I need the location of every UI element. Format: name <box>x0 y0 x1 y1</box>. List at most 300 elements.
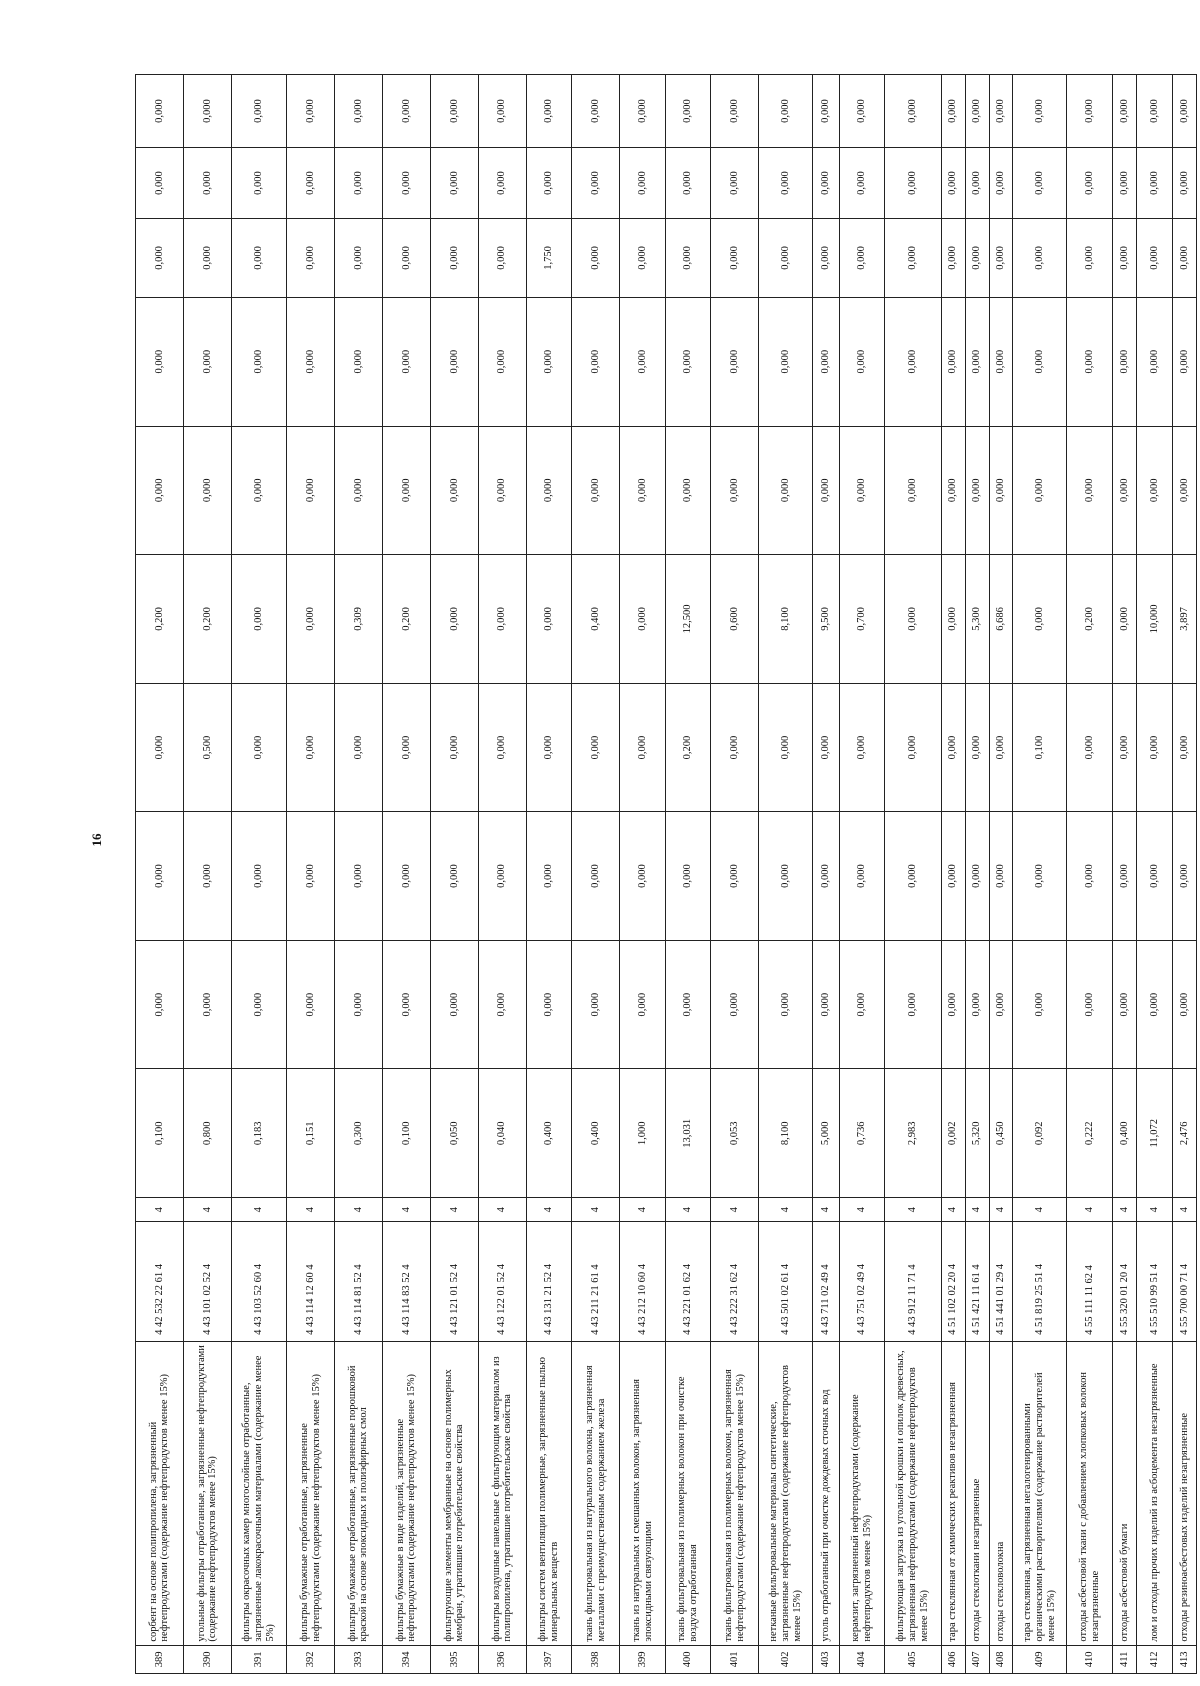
fkko-code-cell: 4 43 114 83 52 4 <box>382 1222 430 1341</box>
value-cell: 8,100 <box>759 555 813 684</box>
page-number: 16 <box>89 833 104 847</box>
value-cell: 0,000 <box>885 426 941 555</box>
hazard-class-cell: 4 <box>665 1198 711 1222</box>
value-cell: 0,000 <box>231 426 286 555</box>
value-cell: 0,000 <box>885 297 941 426</box>
fkko-code-cell: 4 43 122 01 52 4 <box>478 1222 526 1341</box>
value-cell: 0,000 <box>813 940 839 1069</box>
value-cell: 0,000 <box>813 683 839 812</box>
value-cell: 0,000 <box>941 218 965 297</box>
value-cell: 0,000 <box>231 940 286 1069</box>
hazard-class-cell: 4 <box>136 1198 184 1222</box>
value-cell: 0,500 <box>183 683 231 812</box>
waste-name-cell: ткань фильтровальная из натурального волокна, загрязненная металлами с преимущественным содержанием железа <box>572 1341 620 1645</box>
value-cell: 0,200 <box>1067 555 1113 684</box>
row-number-cell: 408 <box>989 1645 1013 1673</box>
hazard-class-cell: 4 <box>478 1198 526 1222</box>
value-cell: 0,000 <box>1013 940 1067 1069</box>
hazard-class-cell: 4 <box>287 1198 335 1222</box>
value-cell: 0,000 <box>430 426 478 555</box>
waste-name-cell: отходы асбестовой ткани с добавлением хлопковых волокон незагрязненные <box>1067 1341 1113 1645</box>
value-cell: 0,000 <box>382 426 430 555</box>
value-cell: 0,000 <box>941 940 965 1069</box>
value-cell: 0,000 <box>941 297 965 426</box>
value-cell: 0,000 <box>759 148 813 219</box>
value-cell: 0,000 <box>665 75 711 148</box>
value-cell: 0,000 <box>572 426 620 555</box>
value-cell: 0,000 <box>759 75 813 148</box>
fkko-code-cell: 4 43 101 02 52 4 <box>183 1222 231 1341</box>
value-cell: 0,000 <box>989 218 1013 297</box>
value-cell: 0,000 <box>382 148 430 219</box>
value-cell: 0,000 <box>1067 218 1113 297</box>
waste-name-cell: фильтрующая загрузка из угольной крошки и опилок древесных, загрязненная нефтепродуктами (содержание нефтепродуктов менее 15%) <box>885 1341 941 1645</box>
value-cell: 0,000 <box>335 218 383 297</box>
row-number-cell: 404 <box>839 1645 885 1673</box>
fkko-code-cell: 4 55 510 99 51 4 <box>1136 1222 1172 1341</box>
value-cell: 0,000 <box>759 297 813 426</box>
hazard-class-cell: 4 <box>1067 1198 1113 1222</box>
value-cell: 0,000 <box>885 683 941 812</box>
value-cell: 0,000 <box>478 683 526 812</box>
row-number-cell: 397 <box>526 1645 572 1673</box>
value-cell: 0,600 <box>711 555 759 684</box>
value-cell: 0,000 <box>965 812 989 941</box>
value-cell: 0,000 <box>965 75 989 148</box>
value-cell: 0,000 <box>620 75 666 148</box>
row-number-cell: 403 <box>813 1645 839 1673</box>
table-row <box>759 75 813 1674</box>
value-cell: 0,000 <box>335 812 383 941</box>
value-cell: 0,000 <box>665 218 711 297</box>
value-cell: 0,000 <box>382 297 430 426</box>
value-cell: 0,000 <box>1112 148 1136 219</box>
value-cell: 0,000 <box>231 297 286 426</box>
table-row <box>430 75 478 1674</box>
row-number-cell: 396 <box>478 1645 526 1673</box>
value-cell: 0,000 <box>335 297 383 426</box>
fkko-code-cell: 4 43 751 02 49 4 <box>839 1222 885 1341</box>
value-cell: 0,000 <box>335 940 383 1069</box>
waste-name-cell: угольные фильтры отработанные, загрязненные нефтепродуктами (содержание нефтепродуктов менее 15%) <box>183 1341 231 1645</box>
value-cell: 0,000 <box>526 812 572 941</box>
table-row <box>839 75 885 1674</box>
value-cell: 0,000 <box>1067 683 1113 812</box>
value-cell: 0,000 <box>1172 218 1196 297</box>
value-cell: 0,000 <box>1112 812 1136 941</box>
value-cell: 0,000 <box>572 683 620 812</box>
table-row <box>1136 75 1172 1674</box>
value-cell: 0,002 <box>941 1069 965 1198</box>
fkko-code-cell: 4 55 111 11 62 4 <box>1067 1222 1113 1341</box>
fkko-code-cell: 4 43 121 01 52 4 <box>430 1222 478 1341</box>
value-cell: 5,320 <box>965 1069 989 1198</box>
value-cell: 0,000 <box>183 75 231 148</box>
value-cell: 0,000 <box>941 75 965 148</box>
table-row <box>665 75 711 1674</box>
row-number-cell: 405 <box>885 1645 941 1673</box>
hazard-class-cell: 4 <box>1013 1198 1067 1222</box>
value-cell: 0,000 <box>711 812 759 941</box>
value-cell: 0,000 <box>231 812 286 941</box>
value-cell: 0,000 <box>287 148 335 219</box>
value-cell: 0,450 <box>989 1069 1013 1198</box>
value-cell: 0,000 <box>136 426 184 555</box>
value-cell: 0,800 <box>183 1069 231 1198</box>
fkko-code-cell: 4 43 221 01 62 4 <box>665 1222 711 1341</box>
value-cell: 0,000 <box>989 940 1013 1069</box>
value-cell: 0,000 <box>430 75 478 148</box>
waste-name-cell: тара стеклянная, загрязненная негалогенированными органическими растворителями (содержание растворителей менее 15%) <box>1013 1341 1067 1645</box>
value-cell: 0,000 <box>620 940 666 1069</box>
value-cell: 0,000 <box>1136 75 1172 148</box>
waste-name-cell: уголь отработанный при очистке дождевых сточных вод <box>813 1341 839 1645</box>
value-cell: 0,000 <box>759 940 813 1069</box>
value-cell: 0,000 <box>839 683 885 812</box>
value-cell: 0,000 <box>941 148 965 219</box>
row-number-cell: 411 <box>1112 1645 1136 1673</box>
value-cell: 0,000 <box>839 940 885 1069</box>
value-cell: 0,000 <box>759 812 813 941</box>
value-cell: 0,000 <box>1136 812 1172 941</box>
hazard-class-cell: 4 <box>526 1198 572 1222</box>
value-cell: 0,000 <box>136 218 184 297</box>
row-number-cell: 409 <box>1013 1645 1067 1673</box>
value-cell: 0,000 <box>759 683 813 812</box>
table-row <box>287 75 335 1674</box>
value-cell: 0,736 <box>839 1069 885 1198</box>
fkko-code-cell: 4 43 103 52 60 4 <box>231 1222 286 1341</box>
hazard-class-cell: 4 <box>231 1198 286 1222</box>
fkko-code-cell: 4 43 131 21 52 4 <box>526 1222 572 1341</box>
value-cell: 0,000 <box>382 683 430 812</box>
value-cell: 0,000 <box>885 218 941 297</box>
waste-name-cell: нетканые фильтровальные материалы синтетические, загрязненные нефтепродуктами (содержание нефтепродуктов менее 15%) <box>759 1341 813 1645</box>
waste-name-cell: лом и отходы прочих изделий из асбоцемента незагрязненные <box>1136 1341 1172 1645</box>
value-cell: 0,000 <box>478 555 526 684</box>
value-cell: 0,000 <box>136 812 184 941</box>
row-number-cell: 391 <box>231 1645 286 1673</box>
value-cell: 0,000 <box>526 555 572 684</box>
value-cell: 0,000 <box>620 218 666 297</box>
hazard-class-cell: 4 <box>620 1198 666 1222</box>
waste-name-cell: тара стеклянная от химических реактивов незагрязненная <box>941 1341 965 1645</box>
table-row <box>965 75 989 1674</box>
value-cell: 0,000 <box>287 555 335 684</box>
waste-name-cell: фильтры систем вентиляции полимерные, загрязненные пылью минеральных веществ <box>526 1341 572 1645</box>
value-cell: 0,000 <box>136 75 184 148</box>
value-cell: 0,000 <box>1112 75 1136 148</box>
value-cell: 0,000 <box>572 812 620 941</box>
value-cell: 0,700 <box>839 555 885 684</box>
value-cell: 0,000 <box>885 148 941 219</box>
value-cell: 6,686 <box>989 555 1013 684</box>
value-cell: 0,000 <box>382 218 430 297</box>
hazard-class-cell: 4 <box>839 1198 885 1222</box>
value-cell: 0,000 <box>526 75 572 148</box>
value-cell: 0,000 <box>478 218 526 297</box>
value-cell: 0,000 <box>813 812 839 941</box>
value-cell: 5,000 <box>813 1069 839 1198</box>
value-cell: 0,000 <box>965 297 989 426</box>
value-cell: 0,000 <box>839 148 885 219</box>
value-cell: 0,000 <box>665 812 711 941</box>
waste-name-cell: керамзит, загрязненный нефтепродуктами (содержание нефтепродуктов менее 15%) <box>839 1341 885 1645</box>
fkko-code-cell: 4 43 711 02 49 4 <box>813 1222 839 1341</box>
value-cell: 0,000 <box>665 940 711 1069</box>
value-cell: 0,000 <box>989 75 1013 148</box>
hazard-class-cell: 4 <box>965 1198 989 1222</box>
hazard-class-cell: 4 <box>335 1198 383 1222</box>
value-cell: 0,000 <box>1112 297 1136 426</box>
row-number-cell: 394 <box>382 1645 430 1673</box>
table-row <box>335 75 383 1674</box>
fkko-code-cell: 4 55 320 01 20 4 <box>1112 1222 1136 1341</box>
value-cell: 2,983 <box>885 1069 941 1198</box>
value-cell: 0,000 <box>478 940 526 1069</box>
value-cell: 0,000 <box>1013 426 1067 555</box>
value-cell: 0,000 <box>1172 426 1196 555</box>
row-number-cell: 410 <box>1067 1645 1113 1673</box>
value-cell: 0,000 <box>885 555 941 684</box>
value-cell: 0,000 <box>430 555 478 684</box>
table-row <box>526 75 572 1674</box>
value-cell: 0,151 <box>287 1069 335 1198</box>
hazard-class-cell: 4 <box>813 1198 839 1222</box>
value-cell: 0,000 <box>136 148 184 219</box>
hazard-class-cell: 4 <box>572 1198 620 1222</box>
value-cell: 0,200 <box>665 683 711 812</box>
value-cell: 0,000 <box>989 148 1013 219</box>
value-cell: 0,100 <box>136 1069 184 1198</box>
value-cell: 11,072 <box>1136 1069 1172 1198</box>
value-cell: 0,000 <box>965 940 989 1069</box>
value-cell: 0,000 <box>335 148 383 219</box>
value-cell: 0,000 <box>813 75 839 148</box>
value-cell: 0,000 <box>287 297 335 426</box>
value-cell: 0,000 <box>839 218 885 297</box>
hazard-class-cell: 4 <box>989 1198 1013 1222</box>
value-cell: 0,000 <box>183 148 231 219</box>
value-cell: 0,000 <box>711 297 759 426</box>
waste-name-cell: ткань фильтровальная из полимерных волокон, загрязненная нефтепродуктами (содержание нефтепродуктов менее 15%) <box>711 1341 759 1645</box>
value-cell: 9,500 <box>813 555 839 684</box>
value-cell: 0,000 <box>1112 426 1136 555</box>
value-cell: 0,092 <box>1013 1069 1067 1198</box>
value-cell: 0,000 <box>941 812 965 941</box>
value-cell: 0,000 <box>965 148 989 219</box>
rotated-table-wrapper <box>135 74 1197 1674</box>
value-cell: 0,222 <box>1067 1069 1113 1198</box>
value-cell: 0,000 <box>813 218 839 297</box>
value-cell: 0,000 <box>1136 148 1172 219</box>
hazard-class-cell: 4 <box>183 1198 231 1222</box>
value-cell: 0,309 <box>335 555 383 684</box>
waste-table <box>135 74 1197 1674</box>
value-cell: 0,100 <box>1013 683 1067 812</box>
value-cell: 0,000 <box>526 683 572 812</box>
row-number-cell: 412 <box>1136 1645 1172 1673</box>
value-cell: 0,000 <box>430 148 478 219</box>
value-cell: 0,000 <box>287 75 335 148</box>
value-cell: 0,000 <box>965 426 989 555</box>
value-cell: 0,000 <box>711 148 759 219</box>
value-cell: 0,000 <box>1067 148 1113 219</box>
fkko-code-cell: 4 43 114 81 52 4 <box>335 1222 383 1341</box>
hazard-class-cell: 4 <box>430 1198 478 1222</box>
value-cell: 0,000 <box>1112 555 1136 684</box>
value-cell: 10,000 <box>1136 555 1172 684</box>
value-cell: 0,000 <box>1112 940 1136 1069</box>
value-cell: 0,000 <box>620 426 666 555</box>
value-cell: 0,000 <box>430 940 478 1069</box>
table-row <box>183 75 231 1674</box>
value-cell: 0,000 <box>572 940 620 1069</box>
waste-name-cell: ткань фильтровальная из полимерных волокон при очистке воздуха отработанная <box>665 1341 711 1645</box>
table-row <box>231 75 286 1674</box>
value-cell: 0,400 <box>1112 1069 1136 1198</box>
row-number-cell: 390 <box>183 1645 231 1673</box>
value-cell: 0,000 <box>759 426 813 555</box>
value-cell: 0,000 <box>526 940 572 1069</box>
fkko-code-cell: 4 51 441 01 29 4 <box>989 1222 1013 1341</box>
value-cell: 0,000 <box>382 940 430 1069</box>
hazard-class-cell: 4 <box>885 1198 941 1222</box>
value-cell: 0,000 <box>478 812 526 941</box>
value-cell: 0,000 <box>572 218 620 297</box>
value-cell: 0,000 <box>1013 218 1067 297</box>
fkko-code-cell: 4 51 421 11 61 4 <box>965 1222 989 1341</box>
table-row <box>885 75 941 1674</box>
value-cell: 0,400 <box>526 1069 572 1198</box>
hazard-class-cell: 4 <box>759 1198 813 1222</box>
waste-name-cell: ткань из натуральных и смешанных волокон, загрязненная эпоксидными связующими <box>620 1341 666 1645</box>
value-cell: 0,000 <box>1067 812 1113 941</box>
value-cell: 0,200 <box>183 555 231 684</box>
row-number-cell: 393 <box>335 1645 383 1673</box>
value-cell: 0,000 <box>382 75 430 148</box>
value-cell: 0,000 <box>839 75 885 148</box>
value-cell: 0,000 <box>335 75 383 148</box>
value-cell: 0,000 <box>231 75 286 148</box>
fkko-code-cell: 4 42 532 22 61 4 <box>136 1222 184 1341</box>
value-cell: 0,000 <box>382 812 430 941</box>
value-cell: 0,050 <box>430 1069 478 1198</box>
value-cell: 0,000 <box>839 426 885 555</box>
table-row <box>478 75 526 1674</box>
value-cell: 0,000 <box>885 812 941 941</box>
row-number-cell: 395 <box>430 1645 478 1673</box>
table-row <box>1172 75 1196 1674</box>
value-cell: 0,000 <box>183 426 231 555</box>
value-cell: 0,400 <box>572 1069 620 1198</box>
value-cell: 0,000 <box>711 940 759 1069</box>
row-number-cell: 402 <box>759 1645 813 1673</box>
value-cell: 0,000 <box>1067 426 1113 555</box>
value-cell: 0,000 <box>1136 426 1172 555</box>
value-cell: 13,031 <box>665 1069 711 1198</box>
value-cell: 1,000 <box>620 1069 666 1198</box>
value-cell: 0,000 <box>941 555 965 684</box>
hazard-class-cell: 4 <box>1172 1198 1196 1222</box>
value-cell: 0,000 <box>620 297 666 426</box>
value-cell: 0,000 <box>759 218 813 297</box>
value-cell: 0,183 <box>231 1069 286 1198</box>
table-row <box>382 75 430 1674</box>
value-cell: 0,000 <box>231 683 286 812</box>
value-cell: 0,000 <box>813 426 839 555</box>
value-cell: 0,000 <box>1067 75 1113 148</box>
fkko-code-cell: 4 43 501 02 61 4 <box>759 1222 813 1341</box>
value-cell: 0,000 <box>839 297 885 426</box>
value-cell: 0,000 <box>989 683 1013 812</box>
hazard-class-cell: 4 <box>382 1198 430 1222</box>
waste-name-cell: фильтры бумажные отработанные, загрязненные порошковой краской на основе эпоксидных и полиэфирных смол <box>335 1341 383 1645</box>
value-cell: 0,000 <box>136 297 184 426</box>
value-cell: 0,000 <box>711 683 759 812</box>
table-row <box>1067 75 1113 1674</box>
value-cell: 0,000 <box>1172 75 1196 148</box>
value-cell: 0,000 <box>478 75 526 148</box>
value-cell: 0,000 <box>287 218 335 297</box>
value-cell: 0,053 <box>711 1069 759 1198</box>
value-cell: 0,000 <box>665 426 711 555</box>
value-cell: 0,000 <box>1013 555 1067 684</box>
value-cell: 0,000 <box>813 297 839 426</box>
row-number-cell: 407 <box>965 1645 989 1673</box>
value-cell: 3,897 <box>1172 555 1196 684</box>
value-cell: 0,000 <box>1172 148 1196 219</box>
value-cell: 0,000 <box>620 683 666 812</box>
value-cell: 0,000 <box>1136 940 1172 1069</box>
value-cell: 0,200 <box>382 555 430 684</box>
value-cell: 0,000 <box>965 218 989 297</box>
value-cell: 0,000 <box>1136 218 1172 297</box>
row-number-cell: 389 <box>136 1645 184 1673</box>
value-cell: 0,000 <box>231 555 286 684</box>
fkko-code-cell: 4 51 102 02 20 4 <box>941 1222 965 1341</box>
hazard-class-cell: 4 <box>1112 1198 1136 1222</box>
table-row <box>711 75 759 1674</box>
value-cell: 0,000 <box>1013 148 1067 219</box>
value-cell: 0,000 <box>965 683 989 812</box>
value-cell: 0,000 <box>1112 218 1136 297</box>
value-cell: 0,000 <box>136 683 184 812</box>
row-number-cell: 399 <box>620 1645 666 1673</box>
value-cell: 0,000 <box>620 555 666 684</box>
value-cell: 0,000 <box>885 75 941 148</box>
value-cell: 0,000 <box>620 148 666 219</box>
value-cell: 0,000 <box>526 148 572 219</box>
value-cell: 0,000 <box>839 812 885 941</box>
value-cell: 0,000 <box>885 940 941 1069</box>
value-cell: 8,100 <box>759 1069 813 1198</box>
value-cell: 0,000 <box>711 75 759 148</box>
value-cell: 0,000 <box>526 426 572 555</box>
value-cell: 0,000 <box>231 148 286 219</box>
table-row <box>572 75 620 1674</box>
fkko-code-cell: 4 51 819 25 51 4 <box>1013 1222 1067 1341</box>
value-cell: 0,000 <box>478 148 526 219</box>
fkko-code-cell: 4 43 114 12 60 4 <box>287 1222 335 1341</box>
fkko-code-cell: 4 43 912 11 71 4 <box>885 1222 941 1341</box>
value-cell: 0,000 <box>335 426 383 555</box>
hazard-class-cell: 4 <box>941 1198 965 1222</box>
value-cell: 5,300 <box>965 555 989 684</box>
value-cell: 0,000 <box>1112 683 1136 812</box>
value-cell: 0,000 <box>478 297 526 426</box>
value-cell: 0,000 <box>1172 297 1196 426</box>
